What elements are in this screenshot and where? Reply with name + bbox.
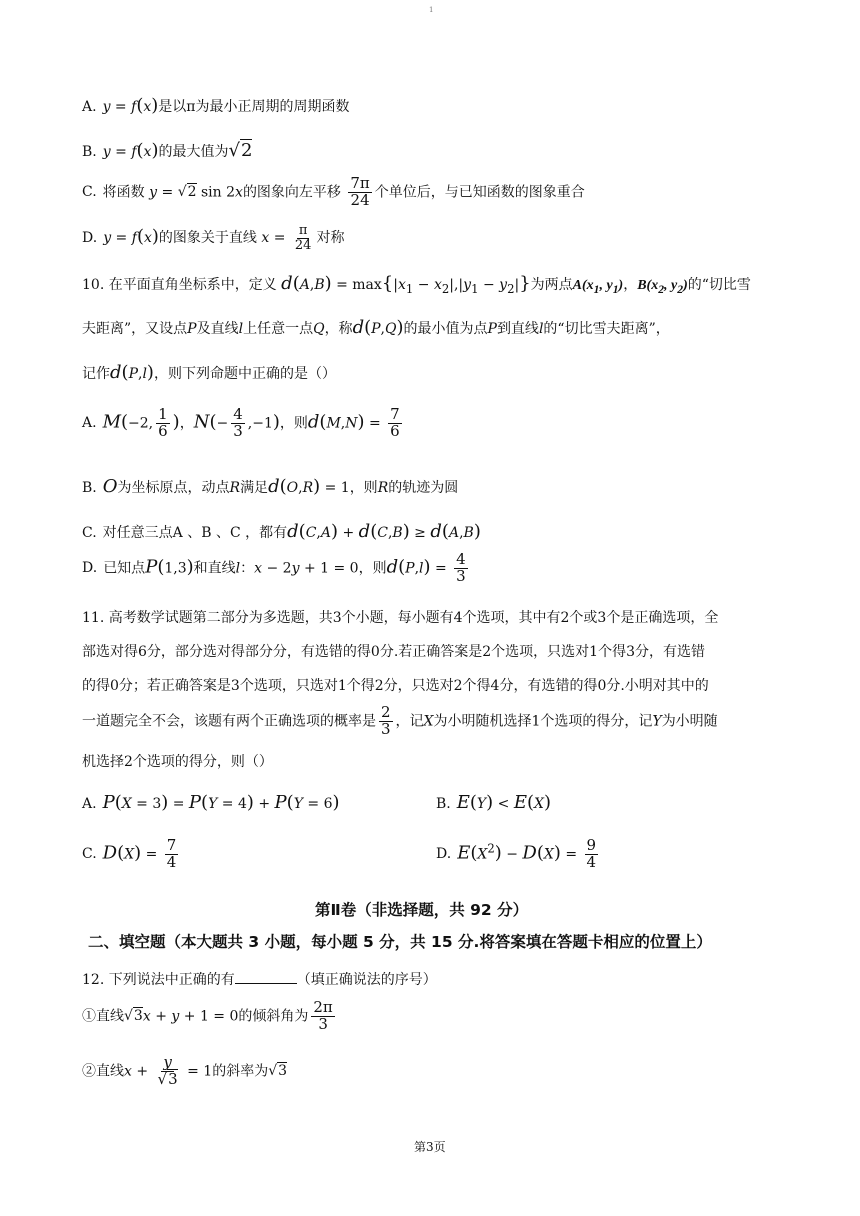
option-text: 个单位后，与已知函数的图象重合 <box>374 184 585 201</box>
option-label: B. <box>436 796 451 812</box>
option-label: C. <box>82 184 97 201</box>
q12-statement-2: ②直线x + $\frac{y}{√3}$ = 1的斜率为√3 <box>82 1053 288 1088</box>
option-label: A. <box>82 415 97 432</box>
q10-option-d: D. 已知点P(1,3)和直线l：x − 2y + 1 = 0，则d(P,l) = $\frac{4}{3}$ <box>82 550 466 585</box>
q9-option-d: D. y = f(x)的图象关于直线 x = $\frac{\pi}{24}$ 对称 <box>82 223 345 253</box>
option-label: B. <box>82 144 97 160</box>
option-text: 是以π为最小正周期的周期函数 <box>158 99 350 115</box>
q10-stem-line-1: 10. 在平面直角坐标系中，定义 $d(A,B) = \max\{|x_1 - x_2|,|y_1 - y_2|\}$为两点$A(x_1$, $y_1$)，$B(x_2$, $y_2$)的“切比雪 <box>82 273 751 296</box>
fraction: $\frac{7\pi}{24}$ <box>350 174 370 209</box>
option-label: C. <box>82 846 97 863</box>
q11-stem-line-4: 一道题完全不会，该题有两个正确选项的概率是 $\frac{2}{3}$ ，记X为小明随机选择1个选项的得分，记Y为小明随 <box>82 703 718 738</box>
q11-option-c: C. D(X) = $\frac{7}{4}$ <box>82 836 177 871</box>
q9-option-a: A. y = f(x)是以π为最小正周期的周期函数 <box>82 95 350 116</box>
option-text: 的图象向左平移 <box>242 184 341 201</box>
q10-stem-line-3: 记作d(P,l)，则下列命题中正确的是（） <box>82 362 336 383</box>
option-text: 将函数 <box>102 184 145 201</box>
q10-option-a: A. M(−2, $\frac{1}{6}$ )，N(− $\frac{4}{3}$ ,−1)，则d(M,N) = $\frac{7}{6}$ <box>82 405 400 440</box>
option-label: A. <box>82 99 97 115</box>
option-label: C. <box>82 525 97 541</box>
q11-stem-line-2: 部选对得6分，部分选对得部分分，有选错的得0分.若正确答案是2个选项，只选对1个得3分，有选错 <box>82 644 705 660</box>
q11-stem-line-1: 11. 高考数学试题第二部分为多选题，共3个小题，每小题有4个选项，其中有2个或3个是正确选项，全 <box>82 610 719 626</box>
q11-option-b: B. E(Y) < E(X) <box>436 792 552 813</box>
option-label: D. <box>436 846 452 863</box>
option-text: 的图象关于直线 <box>158 230 257 247</box>
q12-stem: 12. 下列说法中正确的有 （填正确说法的序号） <box>82 969 437 989</box>
option-text: 的最大值为 <box>158 144 229 160</box>
q9-option-b: B. y = f(x)的最大值为√2 <box>82 140 253 161</box>
q10-option-b: B. O为坐标原点，动点R满足d(O,R) = 1，则R的轨迹为圆 <box>82 476 459 497</box>
q11-stem-line-5: 机选择2个选项的得分，则（） <box>82 754 273 770</box>
q10-stem-line-2: 夫距离”，又设点P及直线l上任意一点Q，称d(P,Q)的最小值为点P到直线l的“切比雪夫距离”， <box>82 317 670 338</box>
q11-stem-line-3: 的得0分；若正确答案是3个选项，只选对1个得2分，只选对2个得4分，有选错的得0分.小明对其中的 <box>82 678 709 694</box>
option-label: D. <box>82 560 98 577</box>
option-label: B. <box>82 480 97 496</box>
part-heading: 二、填空题（本大题共 3 小题，每小题 5 分，共 15 分.将答案填在答题卡相应的位置上） <box>88 933 712 951</box>
answer-blank <box>235 969 297 984</box>
option-text: 对称 <box>316 230 345 247</box>
page-footer: 第3页 <box>414 1140 446 1154</box>
fraction: $\frac{\pi}{24}$ <box>294 223 312 253</box>
section-title: 第Ⅱ卷（非选择题，共 92 分） <box>315 901 529 919</box>
q10-option-c: C. 对任意三点A 、B 、C ，都有d(C,A) + d(C,B) ≥ d(A,B) <box>82 521 481 542</box>
q11-option-a: A. P(X = 3) = P(Y = 4) + P(Y = 6) <box>82 792 340 813</box>
q12-statement-1: ①直线√3x + y + 1 = 0的倾斜角为 $\frac{2\pi}{3}$ <box>82 998 333 1033</box>
page-top-mark: 1 <box>429 6 434 14</box>
q9-option-c: C. 将函数 y = √2 sin 2x的图象向左平移 $\frac{7\pi}{24}$ 个单位后，与已知函数的图象重合 <box>82 174 585 209</box>
option-label: A. <box>82 796 97 812</box>
option-label: D. <box>82 230 98 247</box>
q11-option-d: D. $E(X^2) - D(X)$ = $\frac{9}{4}$ <box>436 836 597 871</box>
